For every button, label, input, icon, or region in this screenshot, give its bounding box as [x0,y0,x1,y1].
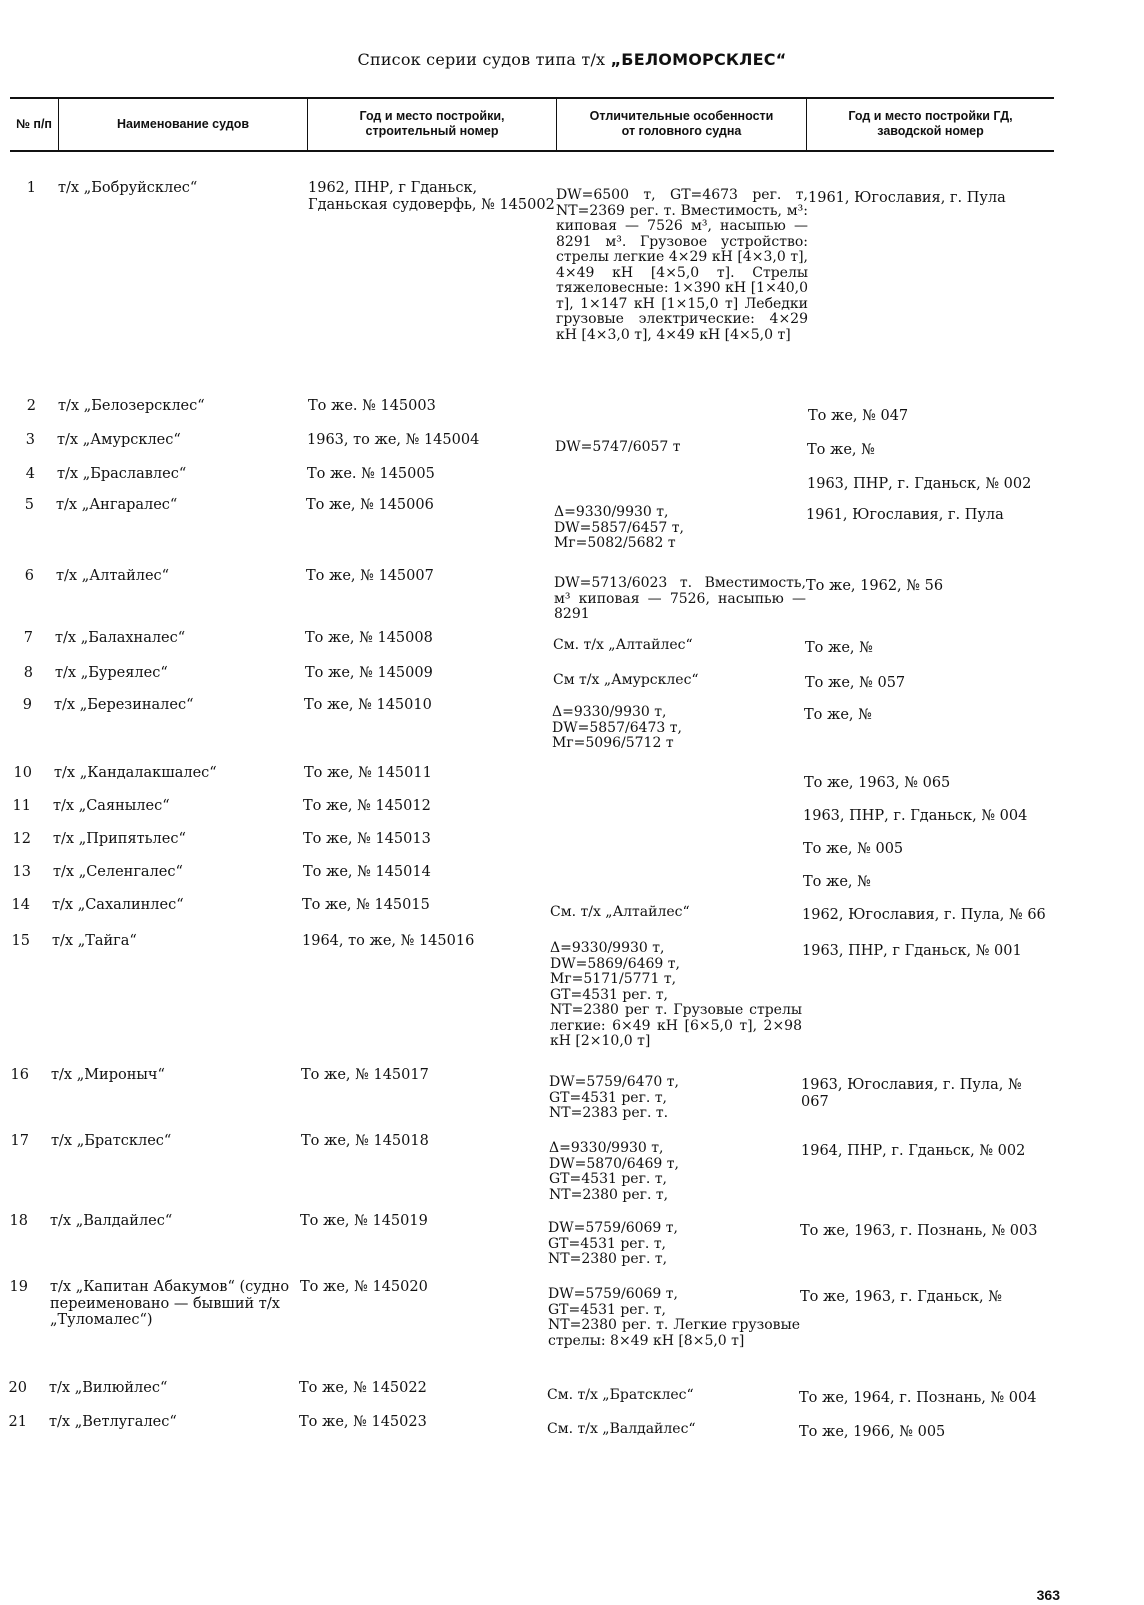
build-info: То же, № 145022 [299,1380,427,1396]
ship-name: т/х „Алтайлес“ [56,568,170,584]
build-info: То же, № 145023 [299,1414,427,1430]
page-title-ship: „БЕЛОМОРСКЛЕС“ [610,50,787,69]
ship-name: т/х „Валдайлес“ [50,1213,173,1229]
build-info: То же, № 145006 [306,497,434,513]
row-number: 2 [26,398,36,414]
page-number: 363 [1036,1587,1060,1603]
build-info: То же, № 145014 [303,864,431,880]
engine-info: 1961, Югославия, г. Пула [808,190,1006,206]
ship-name: т/х „Припятьлес“ [53,831,186,847]
engine-info: 1964, ПНР, г. Гданьск, № 002 [801,1143,1026,1159]
distinctive-features: DW=6500 т, GT=4673 рег. т, NT=2369 рег. т. Вместимость, м³: киповая — 7526 м³, насыпью — 8291 м³. Грузовое устройство: стрелы легкие 4×29 кН [4×3,0 т], 4×49 кН [4×5,0 т]. Стрелы тяжеловесные: 1×390 кН [1×40,0 т], 1×147 кН [1×15,0 т] Лебедки грузовые электрические: 4×29 кН [4×3,0 т], 4×49 кН [4×5,0 т] [556,187,808,343]
row-number: 19 [9,1279,28,1295]
distinctive-features: Δ=9330/9930 т, DW=5857/6457 т, Mг=5082/5682 т [554,504,684,551]
engine-info: То же, № [804,707,872,723]
row-number: 12 [12,831,31,847]
distinctive-features: См т/х „Амурсклес“ [553,672,699,688]
distinctive-features: Δ=9330/9930 т, DW=5869/6469 т, Mг=5171/5771 т, GT=4531 рег. т, NT=2380 рег т. Грузовые стрелы легкие: 6×49 кН [6×5,0 т], 2×98 кН [2×10,0 т] [550,940,802,1049]
ship-name: т/х „Ангаралес“ [56,497,178,513]
ship-name: т/х „Амурсклес“ [57,432,181,448]
engine-info: То же, № 005 [803,841,904,857]
row-number: 6 [24,568,34,584]
ship-name: т/х „Вилюйлес“ [49,1380,168,1396]
row-number: 4 [25,466,35,482]
distinctive-features: DW=5759/6470 т, GT=4531 рег. т, NT=2383 рег. т. [549,1074,679,1121]
ship-name: т/х „Сахалинлес“ [52,897,184,913]
row-number: 17 [10,1133,29,1149]
distinctive-features: См. т/х „Алтайлес“ [550,904,690,920]
engine-info: То же, 1964, г. Познань, № 004 [799,1390,1037,1406]
distinctive-features: DW=5759/6069 т, GT=4531 рег. т, NT=2380 рег. т, [548,1220,678,1267]
build-info: 1962, ПНР, г Гданьск, Гданьская судоверфь, № 145002 [308,180,555,213]
engine-info: То же, 1963, г. Познань, № 003 [800,1223,1038,1239]
row-number: 14 [11,897,30,913]
engine-info: То же, 1963, № 065 [804,775,951,791]
header-num: № п/п [16,116,52,131]
row-number: 15 [11,933,30,949]
ship-name: т/х „Кандалакшалес“ [54,765,217,781]
build-info: 1964, то же, № 145016 [302,933,475,949]
ship-name: т/х „Капитан Абакумов“ (судно переименовано — бывший т/х „Туломалес“) [50,1279,290,1328]
build-info: То же, № 145013 [303,831,431,847]
build-info: То же, № 145008 [305,630,433,646]
engine-info: 1963, ПНР, г. Гданьск, № 002 [807,476,1032,492]
ship-name: т/х „Братсклес“ [51,1133,172,1149]
engine-info: То же, № [805,640,873,656]
build-info: То же, № 145019 [300,1213,428,1229]
engine-info: То же, 1963, г. Гданьск, № [800,1289,1002,1305]
header-name: Наименование судов [116,116,250,131]
build-info: То же, № 145015 [302,897,430,913]
row-number: 3 [25,432,35,448]
build-info: 1963, то же, № 145004 [307,432,480,448]
build-info: То же. № 145005 [307,466,435,482]
engine-info: 1963, ПНР, г. Гданьск, № 004 [803,808,1028,824]
build-info: То же, № 145018 [301,1133,429,1149]
ship-name: т/х „Бобруйсклес“ [58,180,198,196]
build-info: То же, № 145011 [304,765,432,781]
distinctive-features: DW=5713/6023 т. Вместимость, м³ киповая — 7526, насыпью — 8291 [554,575,806,622]
build-info: То же, № 145010 [304,697,432,713]
ship-name: т/х „Мироныч“ [51,1067,165,1083]
row-number: 7 [23,630,33,646]
engine-info: То же, № 047 [808,408,909,424]
build-info: То же. № 145003 [308,398,436,414]
ship-name: т/х „Саянылес“ [53,798,170,814]
row-number: 20 [8,1380,27,1396]
row-number: 18 [9,1213,28,1229]
distinctive-features: DW=5747/6057 т [555,439,681,455]
ship-name: т/х „Белозерсклес“ [58,398,205,414]
row-number: 21 [8,1414,27,1430]
ship-name: т/х „Селенгалес“ [53,864,183,880]
ship-name: т/х „Тайга“ [52,933,137,949]
build-info: То же, № 145017 [301,1067,429,1083]
engine-info: То же, 1966, № 005 [799,1424,946,1440]
engine-info: То же, 1962, № 56 [806,578,944,594]
build-info: То же, № 145012 [303,798,431,814]
distinctive-features: Δ=9330/9930 т, DW=5857/6473 т, Mг=5096/5712 т [552,704,682,751]
row-number: 10 [13,765,32,781]
ship-name: т/х „Ветлугалес“ [49,1414,177,1430]
ship-name: т/х „Березиналес“ [54,697,194,713]
page-title-prefix: Список серии судов типа т/х [357,50,606,69]
distinctive-features: DW=5759/6069 т, GT=4531 рег. т, NT=2380 рег. т. Легкие грузовые стрелы: 8×49 кН [8×5,0 т] [548,1286,800,1349]
engine-info: 1962, Югославия, г. Пула, № 66 [802,907,1046,923]
distinctive-features: См. т/х „Алтайлес“ [553,637,693,653]
row-number: 13 [12,864,31,880]
row-number: 8 [23,665,33,681]
engine-info: То же, № [807,442,875,458]
row-number: 1 [26,180,36,196]
header-features: Отличительные особенности от головного судна [589,109,774,138]
header-bottom-rule [10,150,1054,152]
engine-info: 1963, Югославия, г. Пула, № 067 [801,1077,1022,1110]
row-number: 11 [12,798,31,814]
distinctive-features: См. т/х „Валдайлес“ [547,1421,696,1437]
engine-info: То же, № 057 [805,675,906,691]
header-build: Год и место постройки, строительный номер [359,109,505,138]
row-number: 5 [24,497,34,513]
distinctive-features: См. т/х „Братсклес“ [547,1387,694,1403]
ship-name: т/х „Балахналес“ [55,630,186,646]
page-title [0,50,1144,69]
build-info: То же, № 145009 [305,665,433,681]
header-engine: Год и место постройки ГД, заводской номер [848,109,1013,138]
build-info: То же, № 145020 [300,1279,428,1295]
build-info: То же, № 145007 [306,568,434,584]
ship-name: т/х „Браславлес“ [57,466,187,482]
engine-info: 1963, ПНР, г Гданьск, № 001 [802,943,1022,959]
row-number: 9 [22,697,32,713]
engine-info: То же, № [803,874,871,890]
engine-info: 1961, Югославия, г. Пула [806,507,1004,523]
ship-name: т/х „Буреялес“ [55,665,168,681]
distinctive-features: Δ=9330/9930 т, DW=5870/6469 т, GT=4531 рег. т, NT=2380 рег. т, [549,1140,679,1203]
row-number: 16 [10,1067,29,1083]
